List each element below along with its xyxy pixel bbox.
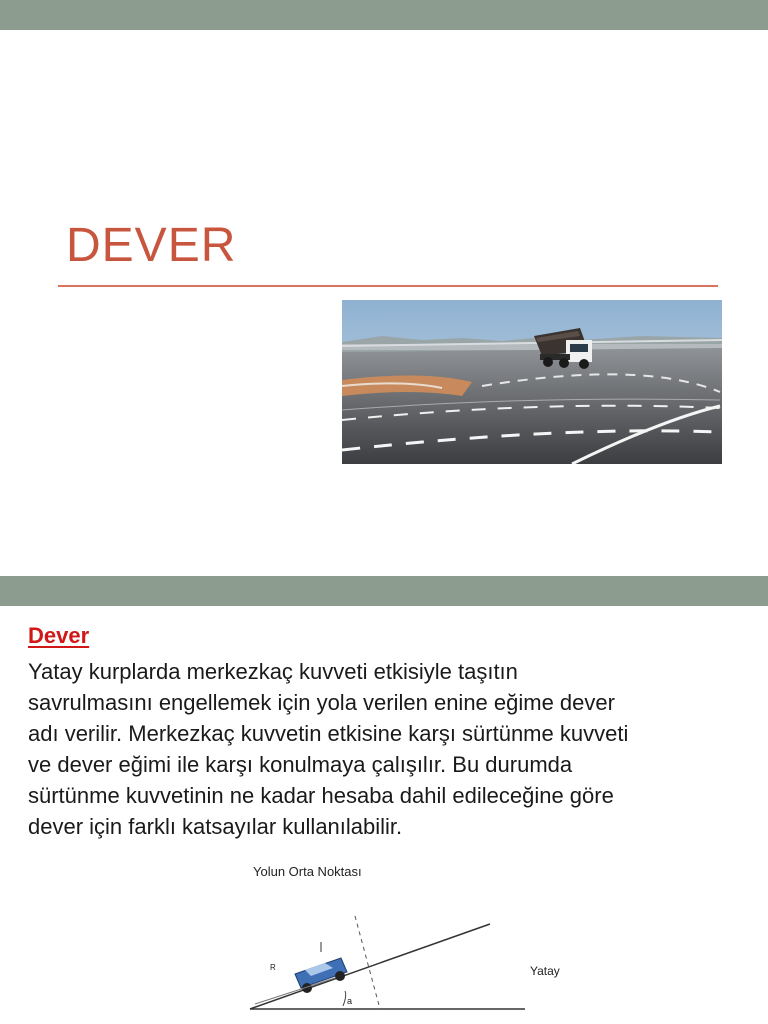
road-surface-shadow	[255, 978, 335, 1004]
truck-on-curve-image	[342, 300, 722, 464]
body-paragraph	[28, 656, 768, 842]
title-underline	[58, 285, 718, 287]
slide-title: DEVER	[66, 219, 237, 272]
car-icon	[295, 942, 347, 993]
superelevation-diagram	[195, 846, 595, 1024]
content-slide	[0, 606, 768, 1024]
section-heading: Dever	[28, 623, 90, 648]
angle-arc	[343, 991, 346, 1006]
banked-road-line	[250, 924, 490, 1009]
angle-label: a	[347, 996, 353, 1006]
paragraph-line: dever için farklı katsayılar kullanılabilir.	[28, 814, 403, 839]
divider-band	[0, 576, 768, 606]
paragraph-line: sürtünme kuvvetinin ne kadar hesaba dahil edileceğine göre	[28, 783, 614, 808]
road-photo	[342, 300, 722, 464]
paragraph-line: Yatay kurplarda merkezkaç kuvveti etkisiyle taşıtın	[28, 659, 518, 684]
centerline-dashed	[355, 916, 380, 1009]
top-band	[0, 0, 768, 30]
diagram-right-label: Yatay	[530, 964, 560, 978]
title-slide	[0, 30, 768, 576]
diagram-top-label: Yolun Orta Noktası	[253, 864, 362, 879]
paragraph-line: adı verilir. Merkezkaç kuvvetin etkisine karşı sürtünme kuvveti	[28, 721, 629, 746]
paragraph-line: ve dever eğimi ile karşı konulmaya çalışılır. Bu durumda	[28, 752, 573, 777]
paragraph-line: savrulmasını engellemek için yola verilen enine eğime dever	[28, 690, 615, 715]
radius-label: R	[270, 963, 276, 972]
